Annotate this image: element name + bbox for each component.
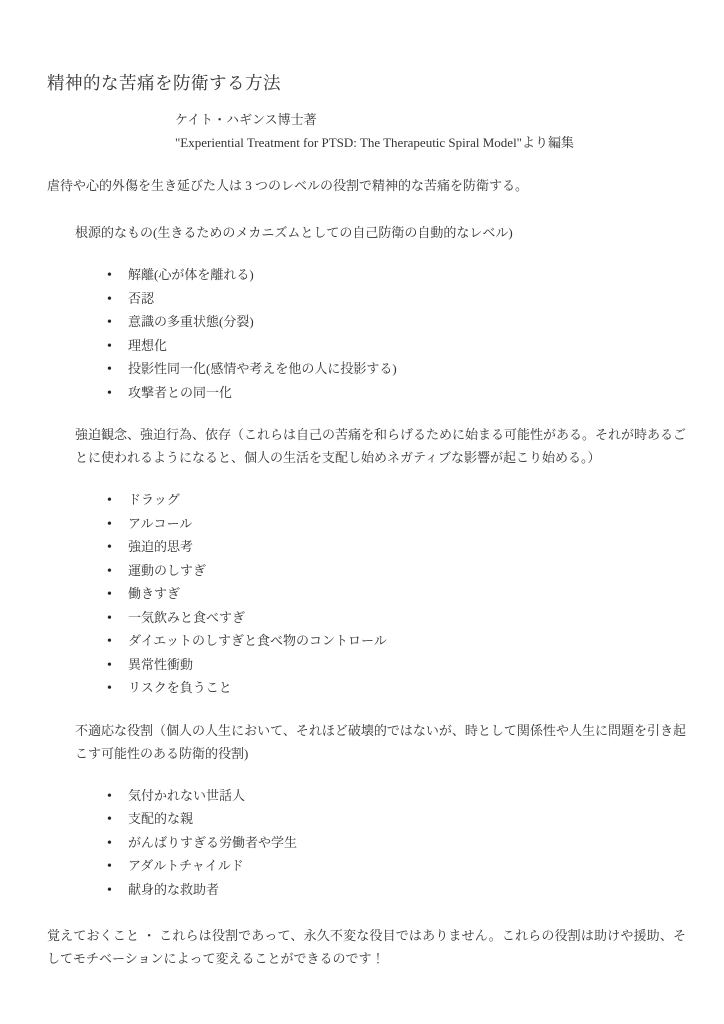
bullet-list-primitive (107, 264, 686, 405)
list-item-text: リスクを負うこと (128, 680, 232, 695)
list-item-text: 意識の多重状態(分裂) (128, 314, 254, 329)
list-item-text: ドラッグ (128, 492, 180, 507)
list-item-text: 投影性同一化(感情や考えを他の人に投影する) (128, 361, 397, 376)
list-item-text: 解離(心が体を離れる) (128, 267, 254, 282)
bullet-icon: • (107, 882, 112, 898)
list-item (107, 288, 686, 312)
list-item-text: ダイエットのしすぎと食べ物のコントロール (128, 633, 387, 648)
bullet-icon: • (107, 835, 112, 851)
list-item (107, 513, 686, 537)
intro-paragraph: 虐待や心的外傷を生き延びた人は 3 つのレベルの役割で精神的な苦痛を防衛する。 (47, 178, 529, 193)
list-item-text: 否認 (128, 290, 155, 306)
list-item (107, 879, 686, 903)
list-item (107, 382, 686, 406)
list-item-text: アダルトチャイルド (128, 858, 244, 873)
bullet-icon: • (107, 493, 112, 508)
list-item (107, 654, 686, 678)
bullet-icon: • (107, 315, 112, 330)
list-item (107, 832, 686, 856)
list-item-text: 理想化 (128, 337, 168, 353)
list-item-text: 運動のしすぎ (128, 562, 207, 578)
author-byline: ケイト・ハギンス博士著 (175, 112, 317, 127)
list-item (107, 808, 686, 832)
list-item-text: 攻撃者との同一化 (128, 384, 233, 400)
list-item-text: 異常性衝動 (128, 656, 194, 672)
list-item-text: 強迫的思考 (128, 539, 194, 554)
list-item-text: 献身的な救助者 (128, 881, 220, 897)
document-title: 精神的な苦痛を防衛する方法 (47, 73, 281, 93)
bullet-icon: • (107, 681, 112, 696)
list-item-text: 働きすぎ (128, 586, 181, 601)
bullet-icon: • (107, 540, 112, 555)
bullet-icon: • (107, 385, 112, 401)
bullet-list-compulsions (107, 489, 686, 701)
bullet-icon: • (107, 516, 112, 532)
list-item (107, 583, 686, 607)
byline-block (175, 108, 686, 154)
list-item (107, 677, 686, 701)
bullet-icon: • (107, 812, 112, 827)
bullet-icon: • (107, 587, 112, 602)
bullet-icon: • (107, 657, 112, 673)
source-attribution: "Experiential Treatment for PTSD: The Therapeutic Spiral Model"より編集 (175, 135, 574, 150)
list-item-text: 気付かれない世話人 (128, 787, 246, 803)
bullet-icon: • (107, 563, 112, 579)
closing-paragraph: 覚えておくこと ・ これらは役割であって、永久不変な役目ではありません。これらの役割は助けや援助、そしてモチベーションによって変えることができるのです！ (47, 928, 686, 966)
list-item (107, 311, 686, 335)
list-item-text: 一気飲みと食べすぎ (128, 609, 246, 625)
section-heading-primitive: 根源的なもの(生きるためのメカニズムとしての自己防衛の自動的なレベル) (75, 225, 513, 240)
bullet-icon: • (107, 362, 112, 377)
section-heading-compulsions: 強迫観念、強迫行為、依存（これらは自己の苦痛を和らげるために始まる可能性がある。それが時あるごとに使われるようになると、個人の生活を支配し始めネガティブな影響が起こり始める。） (75, 427, 687, 465)
list-item (107, 489, 686, 513)
section-heading-maladaptive-roles: 不適応な役割（個人の人生において、それほど破壊的ではないが、時として関係性や人生に問題を引き起こす可能性のある防衛的役割) (75, 722, 686, 761)
list-item (107, 855, 686, 879)
bullet-icon: • (107, 610, 112, 626)
list-item (107, 358, 686, 382)
list-item (107, 536, 686, 560)
list-item (107, 335, 686, 359)
list-item-text: 支配的な親 (128, 811, 194, 826)
bullet-icon: • (107, 634, 112, 649)
list-item (107, 560, 686, 584)
bullet-icon: • (107, 788, 112, 804)
list-item-text: アルコール (128, 515, 193, 531)
list-item (107, 264, 686, 288)
list-item-text: がんばりすぎる労働者や学生 (128, 834, 298, 850)
bullet-list-maladaptive-roles (107, 785, 686, 903)
list-item (107, 607, 686, 631)
bullet-icon: • (107, 268, 112, 283)
list-item (107, 785, 686, 809)
bullet-icon: • (107, 338, 112, 354)
bullet-icon: • (107, 291, 112, 307)
bullet-icon: • (107, 859, 112, 874)
list-item (107, 630, 686, 654)
